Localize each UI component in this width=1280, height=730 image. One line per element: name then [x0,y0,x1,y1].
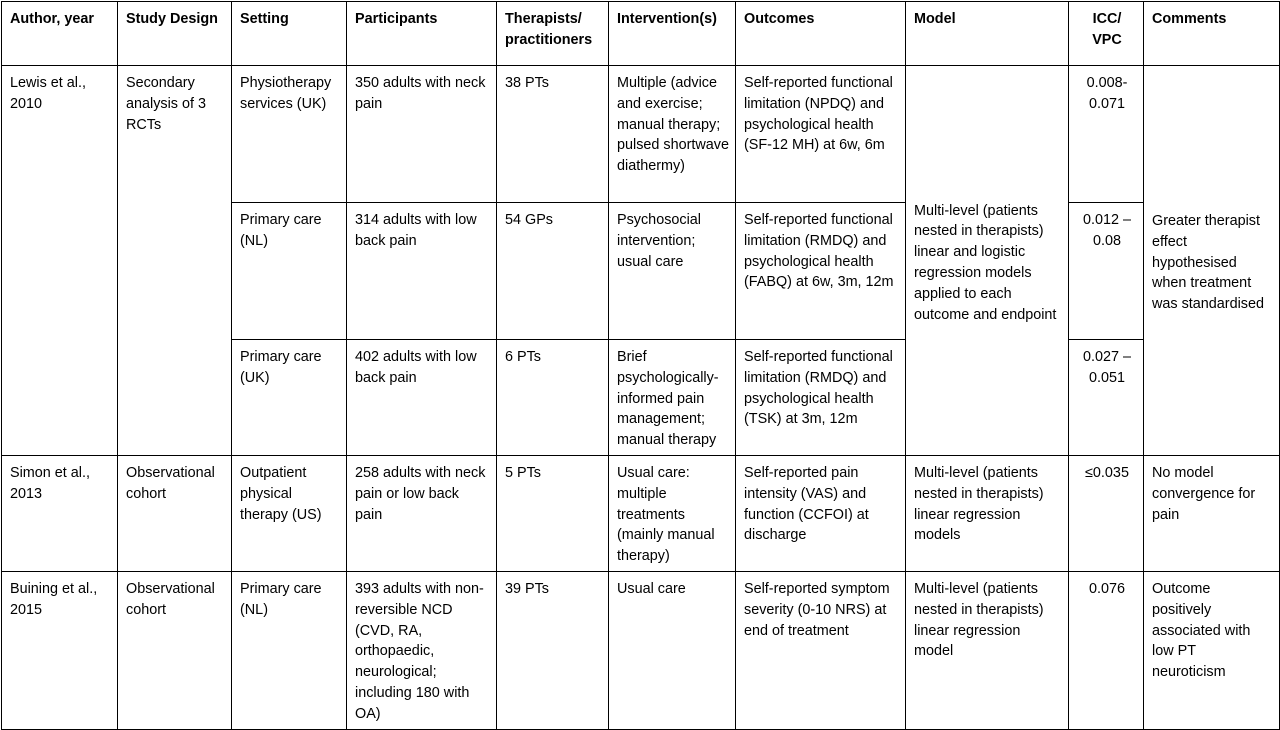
outcomes-cell: Self-reported symptom severity (0-10 NRS) at end of treatment [736,572,906,730]
header-row [2,2,1280,66]
participants-cell: 393 adults with non-reversible NCD (CVD, RA, orthopaedic, neurological; including 180 with OA) [347,572,497,730]
model-cell: Multi-level (patients nested in therapists) linear and logistic regression models applied to each outcome and endpoint [906,66,1069,456]
model-cell: Multi-level (patients nested in therapists) linear regression model [906,572,1069,730]
participants-cell: 258 adults with neck pain or low back pain [347,456,497,572]
header-therapists: Therapists/ practitioners [497,2,609,66]
participants-cell: 350 adults with neck pain [347,66,497,203]
outcomes-cell: Self-reported functional limitation (NPDQ) and psychological health (SF-12 MH) at 6w, 6m [736,66,906,203]
comments-cell: Outcome positively associated with low PT neuroticism [1144,572,1280,730]
setting-cell: Primary care (NL) [232,203,347,340]
icc-cell: ≤0.035 [1069,456,1144,572]
setting-cell: Primary care (NL) [232,572,347,730]
interventions-cell: Multiple (advice and exercise; manual therapy; pulsed shortwave diathermy) [609,66,736,203]
model-cell: Multi-level (patients nested in therapists) linear regression models [906,456,1069,572]
author-cell: Buining et al., 2015 [2,572,118,730]
participants-cell: 402 adults with low back pain [347,340,497,456]
outcomes-cell: Self-reported functional limitation (RMDQ) and psychological health (TSK) at 3m, 12m [736,340,906,456]
setting-cell: Primary care (UK) [232,340,347,456]
icc-cell: 0.076 [1069,572,1144,730]
interventions-cell: Usual care: multiple treatments (mainly manual therapy) [609,456,736,572]
author-cell: Simon et al., 2013 [2,456,118,572]
therapists-cell: 5 PTs [497,456,609,572]
comments-cell: No model convergence for pain [1144,456,1280,572]
therapists-cell: 54 GPs [497,203,609,340]
header-participants: Participants [347,2,497,66]
design-cell: Observational cohort [118,572,232,730]
setting-cell: Outpatient physical therapy (US) [232,456,347,572]
header-icc: ICC/ VPC [1069,2,1144,66]
design-cell: Observational cohort [118,456,232,572]
header-interventions: Intervention(s) [609,2,736,66]
outcomes-cell: Self-reported functional limitation (RMDQ) and psychological health (FABQ) at 6w, 3m, 12m [736,203,906,340]
icc-cell: 0.012 – 0.08 [1069,203,1144,340]
header-comments: Comments [1144,2,1280,66]
header-outcomes: Outcomes [736,2,906,66]
header-author: Author, year [2,2,118,66]
header-setting: Setting [232,2,347,66]
header-design: Study Design [118,2,232,66]
table-row [2,572,1280,730]
interventions-cell: Brief psychologically-informed pain management; manual therapy [609,340,736,456]
outcomes-cell: Self-reported pain intensity (VAS) and function (CCFOI) at discharge [736,456,906,572]
setting-cell: Physiotherapy services (UK) [232,66,347,203]
studies-table [1,1,1280,730]
interventions-cell: Psychosocial intervention; usual care [609,203,736,340]
interventions-cell: Usual care [609,572,736,730]
therapists-cell: 38 PTs [497,66,609,203]
comments-cell: Greater therapist effect hypothesised when treatment was standardised [1144,66,1280,456]
table-row [2,66,1280,203]
design-cell: Secondary analysis of 3 RCTs [118,66,232,456]
participants-cell: 314 adults with low back pain [347,203,497,340]
therapists-cell: 6 PTs [497,340,609,456]
author-cell: Lewis et al., 2010 [2,66,118,456]
therapists-cell: 39 PTs [497,572,609,730]
table-row [2,456,1280,572]
header-model: Model [906,2,1069,66]
icc-cell: 0.027 – 0.051 [1069,340,1144,456]
icc-cell: 0.008-0.071 [1069,66,1144,203]
